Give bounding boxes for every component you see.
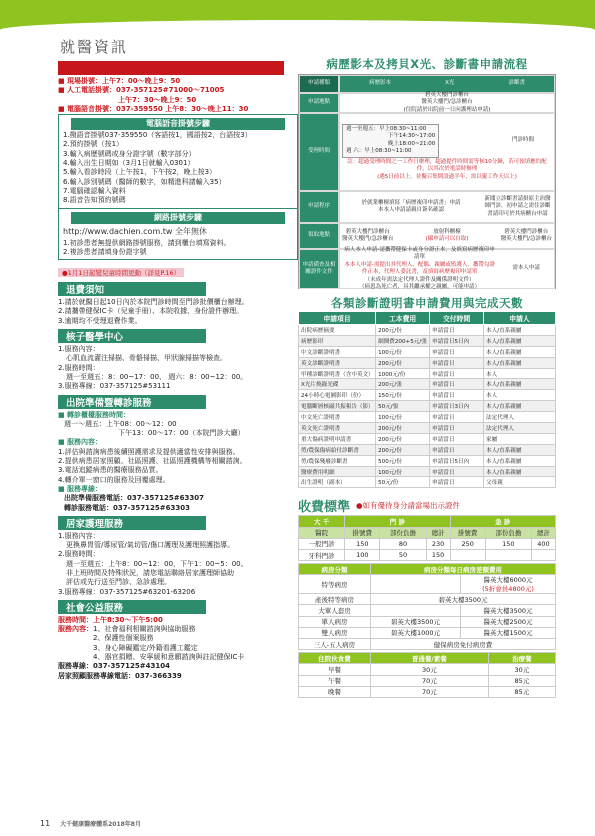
ward-price: 醫英大樓6000元: [483, 576, 533, 585]
fee-row: [299, 466, 556, 477]
web-title: 網路掛號步驟: [71, 212, 285, 224]
fee-cell: 申請當日5日內: [430, 455, 484, 466]
fee-cell: 200元/份: [376, 444, 430, 455]
page-number: 11: [40, 819, 51, 828]
ward-name: 三人-五人病房: [299, 639, 371, 650]
flow-row-label: 領取地點: [299, 223, 339, 249]
charge-subhead: 部份負擔: [380, 527, 426, 538]
ward-name: 雙人病房: [299, 627, 371, 638]
charge-cell: 400: [531, 538, 555, 549]
flow-cell: 碧英大樓門診櫃台: [345, 228, 390, 235]
voice-step: 1.撥語音掛號037-359550（客語按1，國語按2，台語按3）: [63, 131, 252, 140]
fee-cell: 申請當日3日內: [430, 401, 484, 412]
fee-row: [299, 433, 556, 444]
reg-line: ■ 電腦語音掛號：037-359550 上午8：30～晚上11：30: [58, 104, 249, 113]
fee-row: [299, 423, 556, 434]
ward-row: [299, 575, 556, 594]
flow-row-label: 受理時間: [299, 113, 339, 191]
fee-row: [299, 335, 556, 346]
ward-name: 產後特等病房: [299, 594, 371, 605]
nuc-line: 週一至週五：8：00~17：00、 週六：8：00~12：00。: [66, 372, 248, 381]
page-title: 就醫資訊: [60, 38, 129, 56]
voice-title: 電腦語音掛號步驟: [71, 118, 285, 130]
ward-row: [299, 605, 556, 616]
fee-cell: 本人: [484, 368, 556, 379]
web-step: 2.複診患者請填身份證字號: [63, 247, 147, 256]
fee-cell: 申請當日: [430, 357, 484, 368]
transfer-tel: 轉診服務電話：037-357125#63303: [64, 503, 190, 512]
flow-row-label: 申請程序: [299, 191, 339, 223]
ward-cell: [370, 605, 460, 616]
transfer-sub: ■ 轉診櫃檯服務時間：: [58, 410, 131, 419]
ward-row: [299, 594, 556, 605]
fee-cell: 本人: [484, 390, 556, 401]
charge-table: [298, 515, 556, 561]
charge-subhead: 醫院: [299, 527, 345, 538]
flow-cell: 需本人申請: [512, 265, 540, 272]
fee-cell: 申請當日: [430, 368, 484, 379]
meal-cell: 70元: [370, 686, 488, 697]
meal-cell: 70元: [370, 675, 488, 686]
flow-cell: 晚上18:00~21:00: [388, 140, 436, 147]
flow-note: (遇5日前以上，並擬召集開設過半年，需以靈工作天以上): [377, 173, 517, 180]
flow-chart: [298, 74, 556, 289]
nuc-line: 3.服務專線：037-357125#53111: [58, 382, 171, 391]
fee-cell: 申請當日: [430, 379, 484, 390]
flow-cell: 放射科櫃檯: [433, 228, 461, 235]
fee-cell: 甲種診斷證明書（含中英文）: [299, 368, 376, 379]
flow-row: [339, 113, 555, 191]
flow-cell: 醫英大樓門/急診櫃台: [342, 236, 394, 242]
fee-cell: 英文死亡證明書: [299, 423, 376, 434]
voice-step: 6.輸入診別號碼（醫師的數字，如精進科請輸入35）: [63, 177, 226, 186]
fee-cell: 出院病歷摘要: [299, 325, 376, 336]
fee-cell: 500元/份: [376, 455, 430, 466]
retreat-line: 1.請於就醫日起10日內於本院門診時間至門診批價櫃台辦理。: [58, 298, 249, 307]
fee-cell: 100元/份: [376, 466, 430, 477]
fee-cell: 勞/農保殘廢診斷書: [299, 455, 376, 466]
fee-row: [299, 390, 556, 401]
web-url-link[interactable]: http://www.dachien.com.tw 全年無休: [63, 226, 208, 236]
fee-row: [299, 401, 556, 412]
flow-cell: （病患為死亡者，具其繼承權之親屬，可能申請）: [359, 284, 481, 290]
flow-head-label: 申請種類: [299, 75, 339, 93]
fee-cell: 50元/份: [376, 477, 430, 488]
meal-head: 普通餐/素餐: [370, 653, 488, 664]
fee-row: [299, 444, 556, 455]
flow-cell: 本本人申請-需提出其代理人、配偶、親屬或監護人，攜帶勾證件正本，代理人委託書，及填寫病歷複印申請單: [344, 261, 495, 275]
fee-cell: 家屬: [484, 433, 556, 444]
fee-row: [299, 379, 556, 390]
transfer-item: 1.評估與諮詢病患後續照護需求及提供適當性安排與服務。: [58, 447, 240, 456]
home-line: 週一至週五：上午8：00~12：00，下午1：00~5：00。: [66, 559, 248, 568]
flow-head-cell: 診斷書: [508, 80, 525, 87]
meal-cell: 85元: [488, 686, 555, 697]
fee-cell: 申請當日: [430, 325, 484, 336]
nuc-line: 1.服務內容：: [58, 345, 100, 354]
reg-line: 上午7：30～晚上9：50: [118, 95, 197, 104]
social-time: 服務時間：上午8:30～下午5:00: [58, 615, 163, 624]
section-social-title: 社會公益服務: [58, 600, 206, 614]
flow-head-cell: 病歷影本: [369, 80, 392, 87]
charge-cell: 150: [426, 549, 450, 560]
ward-cell: [461, 575, 556, 594]
ward-name: 單人病房: [299, 616, 371, 627]
charge-cell: 230: [426, 538, 450, 549]
meal-row: [299, 686, 556, 697]
social-item: 1、社會福利相關諮詢與協助服務: [93, 625, 196, 634]
social-tel: 居家照顧服務專線電話：037-366339: [58, 671, 182, 680]
fee-cell: 50元/張: [376, 401, 430, 412]
meal-row: [299, 664, 556, 675]
charge-cell: 250: [450, 538, 485, 549]
meal-table: [298, 652, 556, 698]
fee-cell: 重大傷病證明申請書: [299, 433, 376, 444]
charge-cell: [450, 549, 485, 560]
home-line: 3.服務專線：037-357125#63201-63206: [58, 587, 196, 596]
charge-subhead: 掛號費: [450, 527, 485, 538]
flow-cell: 週 六：早上08:30~11:00: [346, 148, 412, 155]
charge-title: 收費標準: [298, 500, 351, 516]
charge-row: [299, 549, 556, 560]
ward-cell: 健保病房免付病房費: [370, 639, 555, 650]
fee-cell: 本人/直系親屬: [484, 444, 556, 455]
ward-row: [299, 627, 556, 638]
transfer-tel: 出院準備服務電話：037-357125#63307: [64, 494, 204, 503]
transfer-sub: ■ 服務內容：: [58, 438, 103, 447]
fee-row: [299, 325, 556, 336]
fee-row: [299, 346, 556, 357]
charge-cell: 一般門診: [299, 538, 345, 549]
flow-note: 註：超過受理時間之一工作日辦理，超過提件時間需等候10分鐘，若可預填應約配件，以其次於電話時辦理: [347, 158, 547, 173]
fee-cell: 網閱費200+5元/張: [376, 335, 430, 346]
section-retreat-title: 退費須知: [58, 282, 206, 296]
page-footer: [40, 819, 141, 828]
transfer-time: 下午13：00～17：00（本院門診大廳）: [118, 429, 245, 438]
fee-cell: 150元/份: [376, 390, 430, 401]
meal-cell: 午餐: [299, 675, 371, 686]
meal-head: 住院伙食費: [299, 653, 371, 664]
fee-cell: 100元/份: [376, 412, 430, 423]
charge-subhead: 總計: [531, 527, 555, 538]
transfer-time: 週一～週五：上午08：00～12：00: [64, 419, 177, 428]
fee-cell: 本人/直系親屬: [484, 466, 556, 477]
flow-cell: （未成年需法定代理人證件及關係證明文件）: [364, 276, 475, 283]
home-line: 非上班時間及特殊狀況，請您電話聯絡居家護理師協助: [66, 568, 234, 577]
home-line: 評估或先行送至門診、急診處理。: [66, 578, 171, 587]
flow-cell: 門診時間: [511, 137, 534, 143]
ward-cell: [461, 605, 556, 616]
ward-row: [299, 639, 556, 650]
ward-price: 醫英大樓3500元: [483, 607, 533, 616]
footer-text: 大千健康醫療體系2018年8月: [60, 821, 141, 828]
flow-cell: 週一至週五：早上08:30~11:00: [346, 125, 427, 132]
social-items-label: 服務內容：: [58, 625, 93, 634]
charge-header: [298, 496, 556, 515]
section-transfer-title: 出院準備暨轉診服務: [58, 395, 206, 409]
fee-head: 申請人: [484, 312, 556, 325]
flow-cell: 本本人申請請親自簽名確認: [377, 207, 444, 213]
flow-cell: 病人本人申請-請攜帶健保卡或身分證正本，及填寫病歷複印申請單: [344, 246, 495, 260]
flow-cell: 新聞立診斷書請掛原主治醫師門診，初申請之需住診斷書請印可於其病櫃台申請: [484, 195, 551, 217]
flow-row-label: 申請備查及相關證件文件: [299, 249, 339, 289]
meal-row: [299, 675, 556, 686]
nuc-line: 2.服務時間：: [58, 363, 100, 372]
right-column: [298, 56, 556, 698]
left-column: [58, 58, 298, 681]
flow-cell: 於就業櫃檯填寫「病歷複印申請書」申請: [361, 199, 461, 206]
fee-table: [298, 311, 556, 488]
charge-head: 急 診: [450, 516, 555, 527]
fee-cell: 200元/份: [376, 325, 430, 336]
fee-cell: 本人/直系親屬: [484, 335, 556, 346]
flow-cell: 醫英大樓門/急診櫃台: [421, 99, 473, 106]
social-tel: 服務專線：037-357125#43104: [58, 662, 170, 671]
fee-row: [299, 455, 556, 466]
fee-cell: 申請當日: [430, 444, 484, 455]
fee-cell: 申請當日: [430, 477, 484, 488]
home-line: 1.服務內容：: [58, 531, 100, 540]
transfer-item: 2.提供病患居家照顧、社區照護、社區照護機構等相關諮詢。: [58, 457, 247, 466]
social-items: [58, 625, 298, 662]
header-band: [0, 0, 595, 30]
fee-cell: 醫療費用明細: [299, 466, 376, 477]
fee-head: 工本費用: [376, 312, 430, 325]
flow-row-label: 申請地點: [299, 93, 339, 113]
fee-cell: 本人/直系親屬: [484, 325, 556, 336]
charge-subhead: 總計: [426, 527, 450, 538]
charge-subhead: 掛號費: [345, 527, 380, 538]
fee-cell: 病歷影印: [299, 335, 376, 346]
fee-row: [299, 477, 556, 488]
meal-cell: 晚餐: [299, 686, 371, 697]
charge-head: 門 診: [345, 516, 450, 527]
social-item: 3、身心障礙鑑定/外籍看護工鑑定: [93, 643, 198, 652]
ward-head: 病房分類: [299, 564, 371, 575]
charge-cell: 牙科門診: [299, 549, 345, 560]
voice-steps-box: [58, 114, 298, 208]
fee-cell: 出生證明（副本）: [299, 477, 376, 488]
fee-cell: 本人/直系親屬: [484, 346, 556, 357]
fee-cell: 電腦斷層核磁共振報告（影）: [299, 401, 376, 412]
meal-cell: 85元: [488, 675, 555, 686]
fee-row: [299, 368, 556, 379]
web-step: 1.初診患者無提供網路掛號服務，請到櫃台填寫資料。: [63, 238, 231, 247]
fee-cell: 申請當日: [430, 423, 484, 434]
retreat-line: 2.請攜帶健保IC卡（兒童手冊）、本院收據、身份證件辦理。: [58, 307, 244, 316]
fee-cell: X光片燒錄光碟: [299, 379, 376, 390]
flow-cell: (攝申請可以自取): [425, 236, 469, 242]
fee-cell: 本人/直系親屬: [484, 379, 556, 390]
fee-cell: 200元/份: [376, 423, 430, 434]
fee-cell: 法定代理人: [484, 412, 556, 423]
fee-row: [299, 412, 556, 423]
ward-price: 醫英大樓2500元: [483, 618, 533, 627]
home-line: 2.服務時間：: [58, 550, 100, 559]
fee-title: 各類診斷證明書申請費用與完成天數: [331, 296, 523, 310]
flow-cell: 碧英大樓門診櫃台: [424, 91, 469, 98]
voice-step: 2.預約掛號（按1）: [63, 140, 124, 149]
fee-cell: 父母親: [484, 477, 556, 488]
voice-step: 3.輸入病歷號碼或身分證字號（數字部分）: [63, 149, 196, 158]
section-home-title: 居家護理服務: [58, 516, 206, 530]
fee-cell: 法定代理人: [484, 423, 556, 434]
section-nuc-title: 核子醫學中心: [58, 329, 206, 343]
flow-cell: 下午14:30~17:00: [388, 133, 436, 140]
meal-body: [299, 664, 556, 698]
charge-note: ●如有優待身分請當場出示證件: [356, 501, 461, 511]
fee-cell: 本人/直系親屬: [484, 357, 556, 368]
web-note: ●1月1日起變兒童時間更動（詳見P.16）: [58, 268, 184, 277]
ward-row: [299, 616, 556, 627]
fee-cell: 200元/張: [376, 379, 430, 390]
charge-head: 大 千: [299, 516, 345, 527]
fee-cell: 200元/份: [376, 357, 430, 368]
ward-price: 醫英大樓1500元: [483, 629, 533, 638]
fee-cell: 本人/直系親屬: [484, 401, 556, 412]
fee-cell: 1000元/份: [376, 368, 430, 379]
ward-name: 特等病房: [299, 575, 371, 594]
charge-row: [299, 538, 556, 549]
voice-step: 4.輸入出生日期如（3月1日就輸入0301）: [63, 159, 195, 168]
fee-cell: 英文診斷證明書: [299, 357, 376, 368]
meal-cell: 30元: [488, 664, 555, 675]
ward-body: [299, 575, 556, 650]
fee-cell: 申請當日5日內: [430, 335, 484, 346]
fee-cell: 100元/份: [376, 346, 430, 357]
flow-row: [339, 246, 555, 290]
retreat-line: 3.逾期均不受理退費作業。: [58, 316, 142, 325]
fee-body: [299, 325, 556, 488]
fee-head: 申請項目: [299, 312, 376, 325]
charge-body: [299, 538, 556, 560]
flow-cell: (住院請於出院前一日向護理站申請): [403, 106, 491, 113]
reg-line: ■ 現場掛號：上午7：00～晚上9：50: [58, 77, 181, 85]
fee-cell: 申請當日: [430, 433, 484, 444]
ward-cell: [461, 616, 556, 627]
fee-cell: 24小時心電圖影印（份）: [299, 390, 376, 401]
fee-cell: 中文診斷證明書: [299, 346, 376, 357]
flow-row: [339, 223, 555, 249]
web-steps-box: [58, 209, 298, 261]
fee-row: [299, 357, 556, 368]
fee-cell: 申請當日: [430, 390, 484, 401]
meal-cell: 30元: [370, 664, 488, 675]
fee-cell: 200元/份: [376, 433, 430, 444]
ward-cell: 碧英大樓1000元: [370, 627, 460, 638]
fee-cell: 申請當日: [430, 412, 484, 423]
fee-cell: 申請當日: [430, 346, 484, 357]
flow-head-cell: X光: [445, 80, 455, 87]
fee-cell: 申請當日: [430, 466, 484, 477]
ward-name: 大單人套房: [299, 605, 371, 616]
social-item: 2、保護性個案服務: [93, 634, 154, 643]
charge-cell: 100: [345, 549, 380, 560]
fee-cell: 本人/直系親屬: [484, 455, 556, 466]
ward-cell: 碧英大樓3500元: [370, 616, 460, 627]
transfer-sub: ■ 服務專線：: [58, 484, 103, 493]
charge-subhead: 部份負擔: [485, 527, 531, 538]
nuc-line: 心肌血流灌注掃描、骨骼掃描、甲狀腺掃描等檢查。: [66, 354, 227, 363]
flow-row: [339, 191, 555, 223]
ward-table: [298, 563, 556, 650]
fee-cell: 勞/農保傷病給付診斷書: [299, 444, 376, 455]
ward-cell: [370, 575, 460, 594]
charge-cell: [485, 549, 531, 560]
voice-step: 7.電腦確認輸入資料: [63, 186, 126, 195]
ward-head: 病房分類每日病房差額費用: [370, 564, 555, 575]
ward-cell: 碧英大樓3500元: [370, 594, 555, 605]
charge-cell: 80: [380, 538, 426, 549]
fee-cell: 中文死亡證明書: [299, 412, 376, 423]
transfer-item: 3.電話追蹤病患的醫療服務品質。: [58, 466, 163, 475]
meal-cell: 早餐: [299, 664, 371, 675]
voice-step: 8.語音告知預約號碼: [63, 196, 126, 205]
flow-head: [339, 75, 555, 93]
flow-cell: 碧英大樓門診櫃台: [504, 228, 549, 235]
ward-price-note: (5折會員4800元): [482, 585, 534, 594]
voice-step: 5.輸入看診時段（上午按1，下午按2，晚上按3）: [63, 168, 217, 177]
ward-cell: [461, 627, 556, 638]
reg-line: ■ 人工電話掛號：037-357125#71000～71005: [58, 86, 225, 95]
fee-head: 交付時間: [430, 312, 484, 325]
charge-cell: 50: [380, 549, 426, 560]
flow-title: 病歷影本及拷貝X光、診斷書申請流程: [326, 57, 528, 71]
transfer-item: 4.轉介單一窗口的服務及回覆處理。: [58, 475, 170, 484]
flow-row: [339, 93, 555, 113]
charge-cell: 150: [345, 538, 380, 549]
flow-cell: 醫英大樓門/急診櫃台: [500, 236, 552, 242]
section-reg-title: 大千預約掛號: [58, 61, 284, 75]
home-line: 更換鼻胃管/導尿管/氣切管/傷口護理及護理照護指導。: [66, 541, 235, 550]
meal-head: 治療餐: [488, 653, 555, 664]
charge-cell: [531, 549, 555, 560]
social-item: 4、器官捐贈、安寧緩和意願諮詢與註記健保IC卡: [93, 653, 245, 662]
charge-cell: 150: [485, 538, 531, 549]
